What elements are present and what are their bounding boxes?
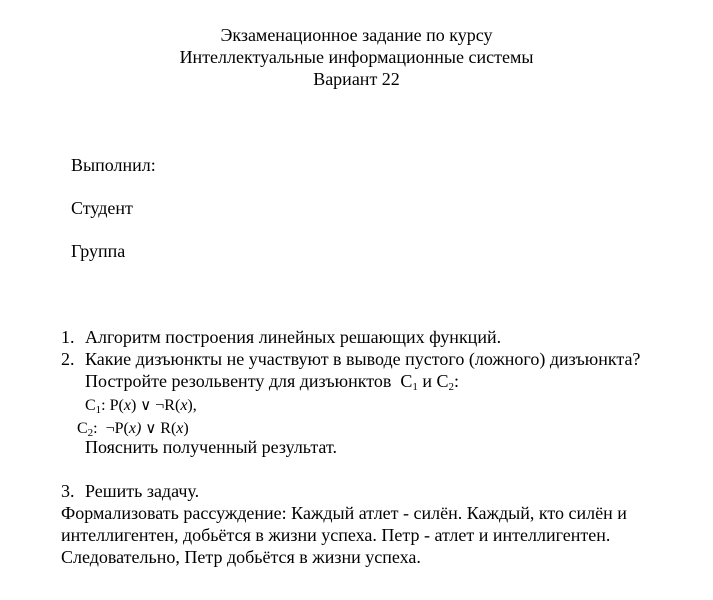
header-variant-line: Вариант 22 — [313, 69, 400, 89]
task-2-explain: Пояснить полученный результат. — [85, 437, 337, 457]
header-course-line: Экзаменационное задание по курсу — [220, 25, 493, 45]
header-subject-line: Интеллектуальные информационные системы — [179, 47, 534, 67]
and-word: и — [422, 371, 433, 391]
task-2-instruction: Постройте резольвенту для дизъюнктов $C_1$ и $C_2$: — [85, 371, 460, 393]
clause-2-formula: $C_2$: ¬P(x) ∨ R(x) — [77, 419, 189, 439]
task-1-text: Алгоритм построения линейных решающих функций. — [85, 327, 502, 347]
or-symbol-2: ∨ — [145, 419, 157, 437]
student-label: Студент — [71, 198, 133, 218]
done-by-label: Выполнил: — [71, 155, 156, 175]
clause-1-ref: $C_1$ — [400, 371, 418, 393]
task-1-number: 1. — [61, 327, 75, 347]
task-2-question: Какие дизъюнкты не участвуют в выводе пустого (ложного) дизъюнкта? — [85, 349, 641, 369]
clause-1-formula: $C_1$: P(x) ∨ ¬R(x), — [85, 396, 197, 416]
task-3-line-3: Следовательно, Петр добьётся в жизни успеха. — [61, 547, 421, 567]
task-2-number: 2. — [61, 349, 75, 369]
task-3-line-2: интеллигентен, добьётся в жизни успеха. Петр - атлет и интеллигентен. — [61, 525, 611, 545]
task-3-title: Решить задачу. — [85, 481, 200, 501]
task-3-number: 3. — [61, 481, 75, 501]
or-symbol: ∨ — [140, 396, 152, 414]
task-3-line-1: Формализовать рассуждение: Каждый атлет - силён. Каждый, кто силён и — [61, 503, 627, 523]
instruction-text: Постройте резольвенту для дизъюнктов — [85, 371, 392, 391]
group-label: Группа — [71, 241, 126, 261]
clause-2-ref: $C_2$ — [436, 371, 455, 393]
c1-label: $C_1$: — [85, 397, 106, 416]
c2-label: $C_2$: — [77, 420, 98, 439]
